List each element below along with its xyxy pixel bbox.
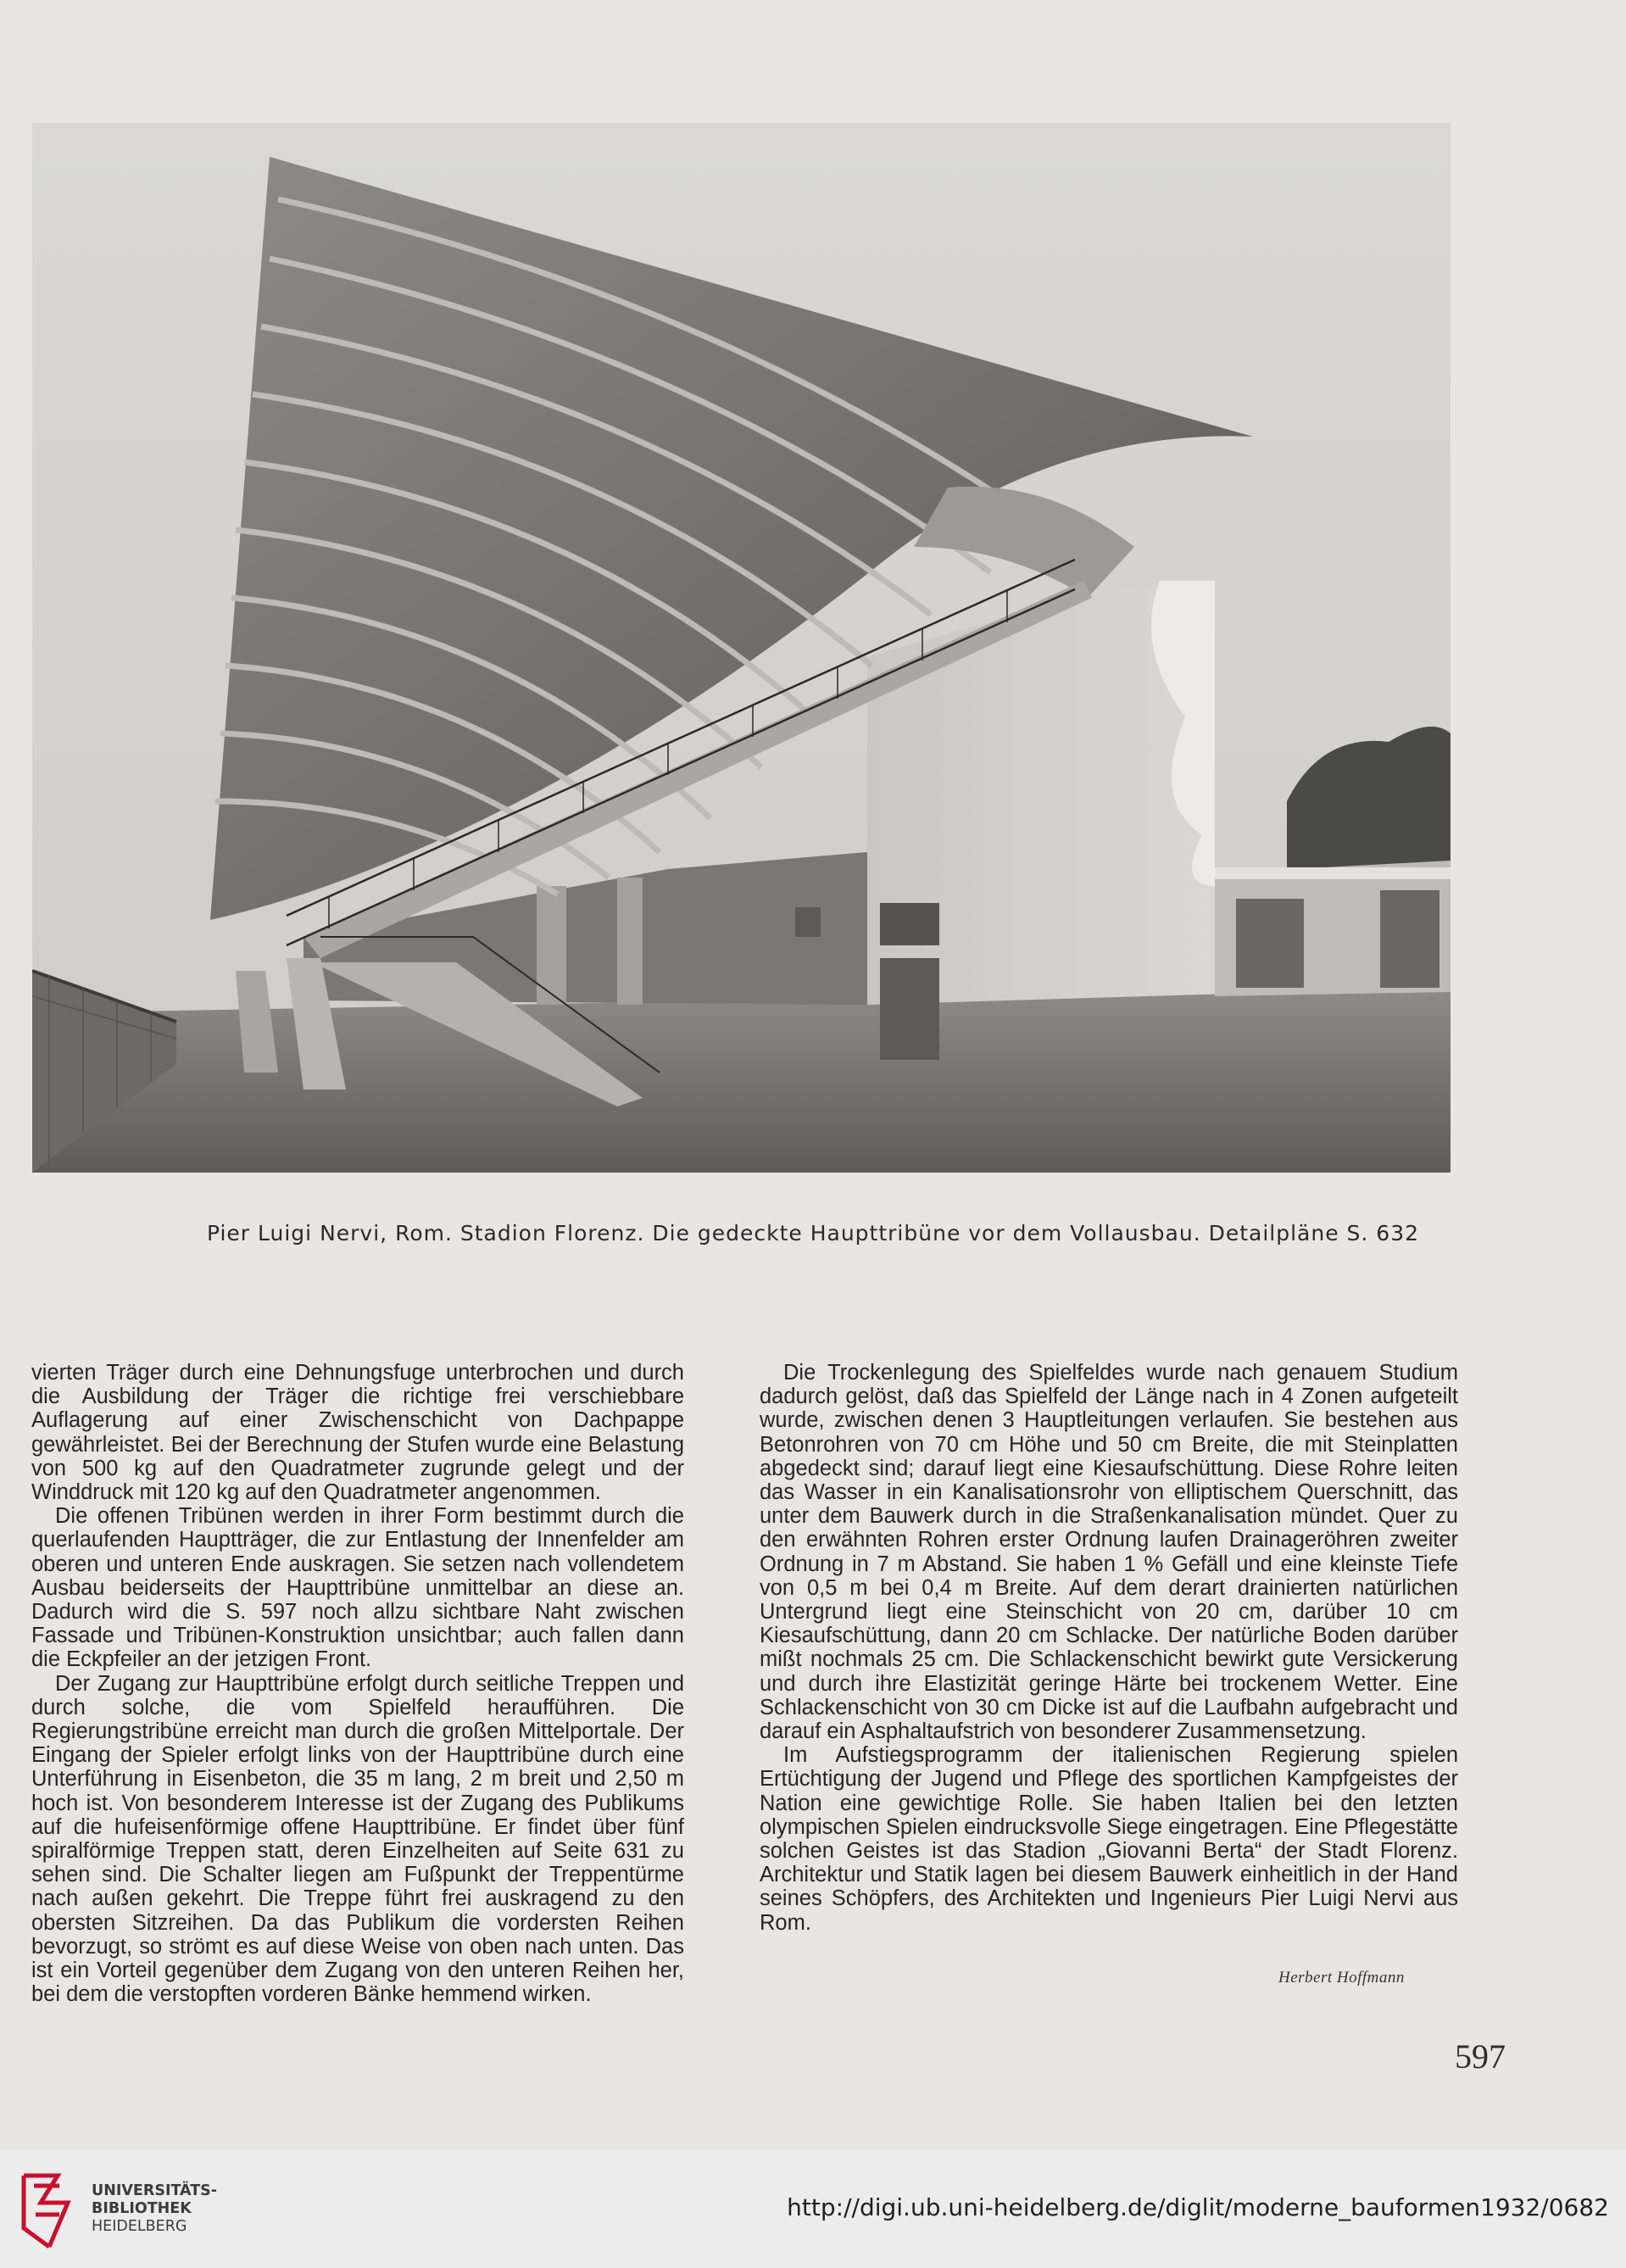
figure-caption: Pier Luigi Nervi, Rom. Stadion Florenz. Die gedeckte Haupttribüne vor dem Vollausbau. Detailpläne S. 632	[206, 1221, 1420, 1245]
source-url-link[interactable]: http://digi.ub.uni-heidelberg.de/diglit/moderne_bauformen1932/0682	[787, 2193, 1609, 2221]
page-number: 597	[1455, 2037, 1506, 2076]
paragraph: Der Zugang zur Haupttribüne erfolgt durch seitliche Treppen und durch solche, die vom Spielfeld heraufführen. Die Regierungstribüne erreicht man durch die großen Mittelportale. Der Eingang der Spieler erfolgt links von der Haupttribüne durch eine Unterführung in Eisenbeton, die 35 m lang, 2 m breit und 2,50 m hoch ist. Von besonderem Interesse ist der Zugang des Publikums auf die hufeisenförmige offene Haupttribüne. Er findet über fünf spiralförmige Treppen statt, deren Einzelheiten auf Seite 631 zu sehen sind. Die Schalter liegen am Fußpunkt der Treppentürme nach außen gekehrt. Die Treppe führt frei auskragend zu den obersten Sitzreihen. Da das Publikum die vordersten Reihen bevorzugt, so strömt es auf diese Weise von oben nach unten. Das ist ein Vorteil gegenüber dem Zugang von den unteren Reihen her, bei dem die verstopften vorderen Bänke hemmend wirken.	[31, 1671, 684, 2007]
library-name	[92, 2182, 217, 2236]
article-right-column	[760, 1361, 1458, 1935]
paragraph: Die offenen Tribünen werden in ihrer Form bestimmt durch die querlaufenden Hauptträger, die zur Entlastung der Innenfelder am oberen und unteren Ende auskragen. Sie setzen nach vollendetem Ausbau beiderseits der Haupttribüne unmittelbar an diese an. Dadurch wird die S. 597 noch allzu sichtbare Naht zwischen Fassade und Tribünen-Konstruktion unsichtbar; auch fallen dann die Eckpfeiler an der jetzigen Front.	[31, 1504, 684, 1672]
library-name-line: BIBLIOTHEK	[92, 2200, 192, 2217]
ub-heidelberg-logo-icon	[17, 2169, 81, 2254]
stadium-photograph-icon	[32, 123, 1451, 1173]
paragraph: vierten Träger durch eine Dehnungsfuge unterbrochen und durch die Ausbildung der Träger die richtige frei verschiebbare Auflagerung auf einer Zwischenschicht von Dachpappe gewährleistet. Bei der Berechnung der Stufen wurde eine Belastung von 500 kg auf den Quadratmeter zugrunde gelegt und der Winddruck mit 120 kg auf den Quadratmeter angenommen.	[31, 1361, 684, 1505]
library-name-line: UNIVERSITÄTS-	[92, 2182, 218, 2199]
paragraph: Die Trockenlegung des Spielfeldes wurde nach genauem Studium dadurch gelöst, daß das Spielfeld der Länge nach in 4 Zonen aufgeteilt wurde, zwischen denen 3 Hauptleitungen verlaufen. Sie bestehen aus Betonrohren von 70 cm Höhe und 50 cm Breite, die mit Steinplatten abgedeckt sind; darauf liegt eine Kiesaufschüttung. Diese Rohre leiten das Wasser in ein Kanalisationsrohr von elliptischem Querschnitt, das unter dem Bauwerk durch in die Straßenkanalisation mündet. Quer zu den erwähnten Rohren erster Ordnung laufen Drainageröhren zweiter Ordnung in 7 m Abstand. Sie haben 1 % Gefäll und eine kleinste Tiefe von 0,5 m bei 0,4 m Breite. Auf dem derart drainierten natürlichen Untergrund liegt eine Steinschicht von 20 cm, darüber 10 cm Kiesaufschüttung, dann 20 cm Schlacke. Der natürliche Boden darüber mißt nochmals 25 cm. Die Schlackenschicht bewirkt gute Versickerung und durch ihre Elastizität geringe Härte bei trockenem Wetter. Eine Schlackenschicht von 30 cm Dicke ist auf die Laufbahn aufgebracht und darauf ein Asphaltaufstrich von besonderer Zusammensetzung.	[760, 1361, 1458, 1744]
article-left-column	[31, 1361, 684, 2006]
library-name-line: HEIDELBERG	[92, 2218, 187, 2235]
author-signature: Herbert Hoffmann	[1278, 1969, 1405, 1987]
stadium-photograph	[32, 123, 1451, 1173]
paragraph: Im Aufstiegsprogramm der italienischen Regierung spielen Ertüchtigung der Jugend und Pflege des sportlichen Kampfgeistes der Nation eine gewichtige Rolle. Sie haben Italien bei den letzten olympischen Spielen eindrucksvolle Siege eingetragen. Eine Pflegestätte solchen Geistes ist das Stadion „Giovanni Berta“ der Stadt Florenz. Architektur und Statik lagen bei diesem Bauwerk einheitlich in der Hand seines Schöpfers, des Architekten und Ingenieurs Pier Luigi Nervi aus Rom.	[760, 1743, 1458, 1935]
